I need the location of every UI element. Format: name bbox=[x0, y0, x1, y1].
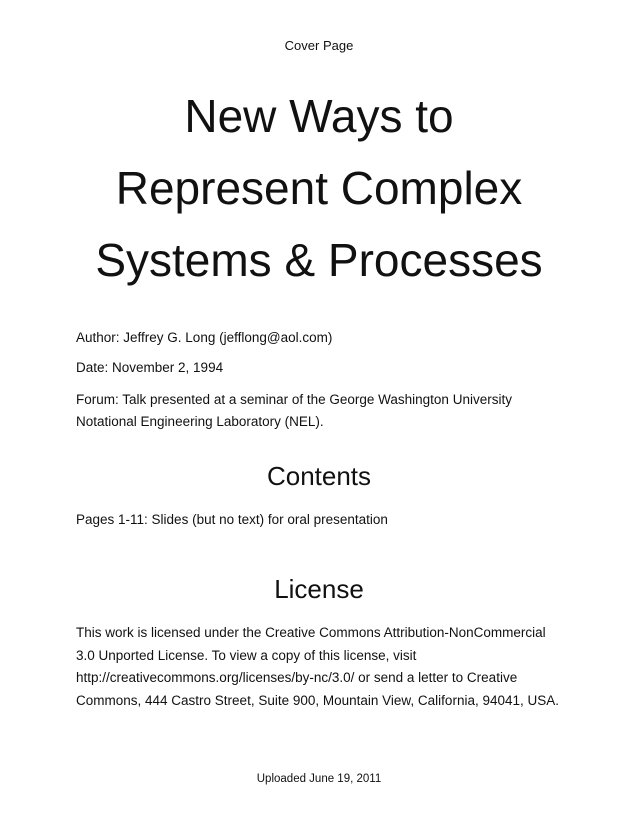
contents-body: Pages 1-11: Slides (but no text) for oral presentation bbox=[76, 512, 388, 527]
forum-line: Forum: Talk presented at a seminar of the George Washington University Notational Engineering Laboratory (NEL). bbox=[76, 392, 512, 429]
document-title bbox=[40, 80, 598, 296]
title-line-3: Systems & Processes bbox=[95, 234, 543, 286]
page-footer: Uploaded June 19, 2011 bbox=[256, 773, 382, 785]
date-line: Date: November 2, 1994 bbox=[76, 360, 224, 375]
license-heading: License bbox=[274, 574, 364, 604]
page-header: Cover Page bbox=[284, 38, 354, 53]
title-line-1: New Ways to bbox=[184, 90, 454, 142]
title-line-2: Represent Complex bbox=[115, 162, 523, 214]
author-line: Author: Jeffrey G. Long (jefflong@aol.com) bbox=[76, 330, 333, 345]
license-body: This work is licensed under the Creative Commons Attribution-NonCommercial 3.0 Unported License. To view a copy of this license, visit http://creativecommons.org/licenses/by-nc/3.0/ or send a letter to Creative Commons, 444 Castro Street, Suite 900, Mountain View, California, 94041, USA. bbox=[76, 625, 560, 708]
contents-heading: Contents bbox=[266, 461, 372, 491]
